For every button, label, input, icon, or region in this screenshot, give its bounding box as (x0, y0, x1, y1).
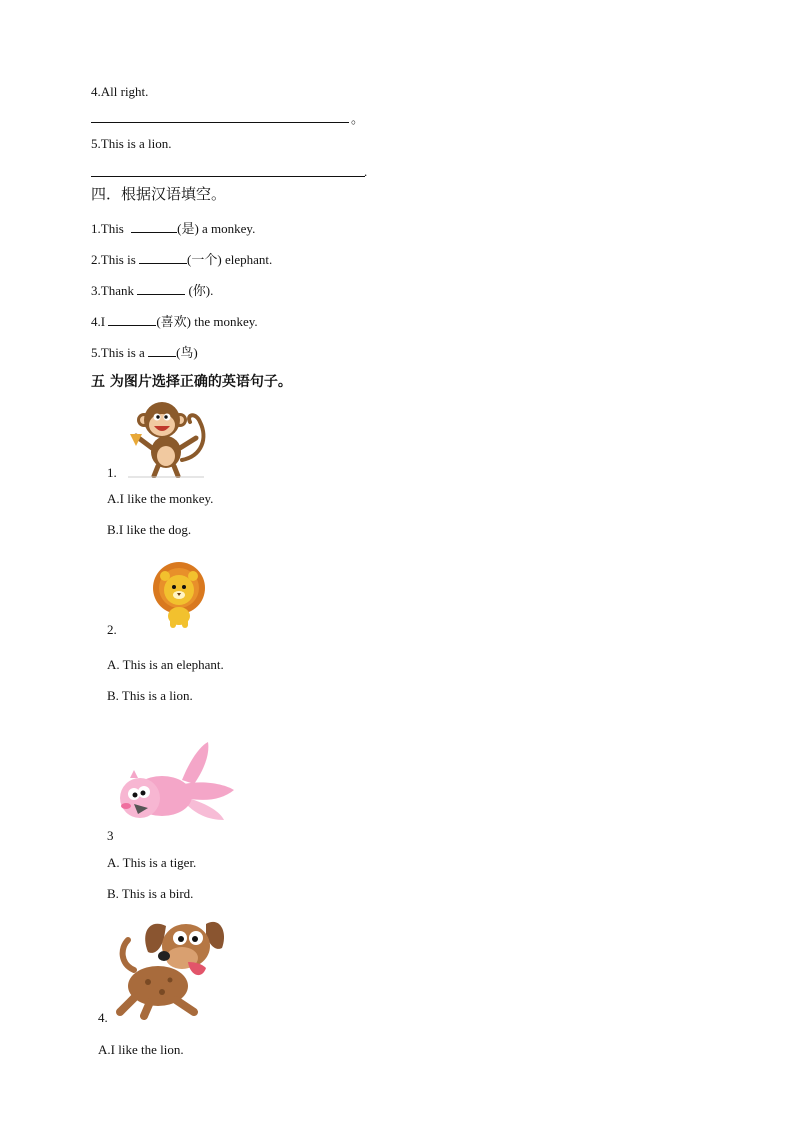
fill-item-5 (91, 344, 198, 361)
fill-blank-3[interactable] (137, 282, 185, 295)
q5-answer-line[interactable] (91, 176, 365, 177)
fill-blank-1[interactable] (131, 220, 177, 233)
monkey-icon (124, 398, 208, 478)
q4-answer-line[interactable] (91, 122, 349, 123)
fill-item-2-post: (一个) elephant. (187, 252, 273, 267)
lion-icon (148, 560, 210, 630)
fill-item-5-post: (鸟) (176, 345, 198, 360)
fill-item-3 (91, 282, 213, 299)
q1-option-b[interactable]: B.I like the dog. (107, 522, 192, 537)
q3-number: 3 (107, 828, 114, 843)
section-4-heading: 四．根据汉语填空。 (91, 185, 227, 203)
fill-item-4-post: (喜欢) the monkey. (156, 314, 258, 329)
q4-end-mark: 。 (351, 111, 365, 126)
fill-blank-5[interactable] (148, 344, 176, 357)
fill-item-4 (91, 313, 258, 330)
fill-blank-4[interactable] (108, 313, 156, 326)
fill-item-4-pre: 4.I (91, 314, 109, 329)
q4-number: 4. (98, 1010, 108, 1025)
fill-item-2 (91, 251, 272, 268)
q2-option-a[interactable]: A. This is an elephant. (107, 657, 224, 672)
fill-item-3-pre: 3.Thank (91, 283, 138, 298)
fill-item-2-pre: 2.This is (91, 252, 140, 267)
q2-option-b[interactable]: B. This is a lion. (107, 688, 193, 703)
fill-item-5-pre: 5.This is a (91, 345, 149, 360)
q5-end-mark: . (364, 164, 368, 179)
q3-option-a[interactable]: A. This is a tiger. (107, 855, 197, 870)
q4-option-a[interactable]: A.I like the lion. (98, 1042, 184, 1057)
section-5-heading: 五 为图片选择正确的英语句子。 (91, 374, 292, 390)
fill-item-3-post: (你). (185, 283, 214, 298)
fill-blank-2[interactable] (139, 251, 187, 264)
dog-icon (110, 912, 228, 1022)
bird-icon (112, 740, 236, 832)
fill-item-1 (91, 220, 255, 237)
fill-item-1-pre: 1.This (91, 221, 128, 236)
q2-number: 2. (107, 622, 117, 637)
q5-prompt: 5.This is a lion. (91, 136, 172, 151)
q3-option-b[interactable]: B. This is a bird. (107, 886, 194, 901)
q1-number: 1. (107, 465, 117, 480)
q4-prompt: 4.All right. (91, 84, 149, 99)
fill-item-1-post: (是) a monkey. (177, 221, 256, 236)
q1-option-a[interactable]: A.I like the monkey. (107, 491, 214, 506)
